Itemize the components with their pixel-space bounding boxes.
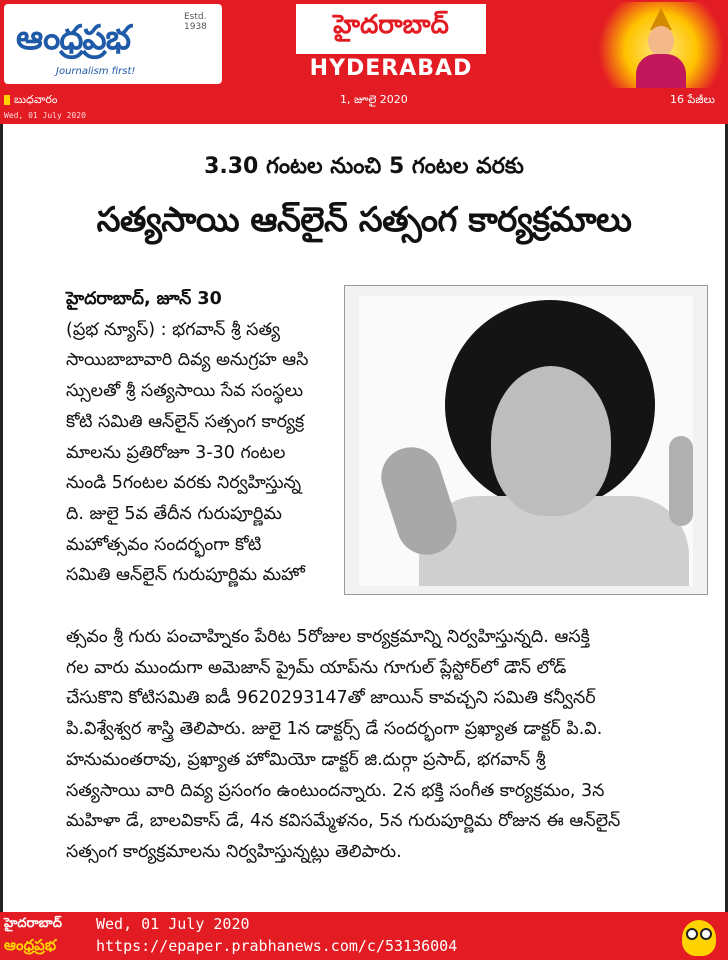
logo-text: ఆంధ్రప్రభ: [16, 18, 131, 58]
article-line: కోటి సమితి ఆన్‌లైన్ సత్సంగ కార్యక్ర: [66, 411, 305, 432]
article-line: పి.విశ్వేశ్వర శాస్త్రి తెలిపారు. జులై 1న డాక్టర్స్ డే సందర్భంగా ప్రఖ్యాత డాక్టర్ పి.వి.: [66, 719, 603, 740]
owl-icon: [682, 920, 716, 956]
article-line: చేసుకొని కోటిసమితి ఐడీ 9620293147తో జాయిన్ కావచ్చని సమితి కన్వీనర్: [66, 688, 596, 709]
article-line: స్సులతో శ్రీ సత్యసాయి సేవ సంస్థలు: [66, 381, 304, 402]
article-line: మాలను ప్రతిరోజూ 3-30 గంటల: [66, 442, 286, 463]
article-line: త్సవం శ్రీ గురు పంచాహ్నికం పేరిట 5రోజుల కార్యక్రమాన్ని నిర్వహిస్తున్నది. ఆసక్తి: [66, 627, 590, 647]
footer-logo[interactable]: [4, 916, 88, 956]
footer-date: Wed, 01 July 2020: [96, 915, 250, 933]
owl-eye-icon: [700, 928, 712, 940]
bullet-icon: [4, 95, 10, 105]
article-line: నుండి 5గంటల వరకు నిర్వహిస్తున్న: [66, 473, 302, 494]
dateline-day: బుధవారం: [14, 93, 58, 106]
footer-brand: ఆంధ్రప్రభ: [4, 936, 57, 954]
owl-eye-icon: [686, 928, 698, 940]
hand-shape: [669, 436, 693, 526]
footer-edition: హైదరాబాద్: [4, 916, 62, 931]
face-shape: [491, 366, 611, 516]
goddess-image: [598, 2, 724, 88]
dateline-date: 1, జూలై 2020: [340, 93, 408, 106]
masthead: [0, 0, 728, 90]
edition-english: HYDERABAD: [296, 54, 486, 84]
article-line: సత్సంగ కార్యక్రమాలను నిర్వహిస్తున్నట్లు తెలిపారు.: [66, 841, 402, 862]
article-line: సత్యసాయి వారి దివ్య ప్రసంగం ఉంటుందన్నారు. 2న భక్తి సంగీత కార్యక్రమం, 3న: [66, 780, 605, 801]
dateline-bar: [0, 90, 728, 110]
epaper-link[interactable]: https://epaper.prabhanews.com/c/53136004: [96, 937, 458, 955]
edition-label: [296, 4, 486, 84]
article-line: హనుమంతరావు, ప్రఖ్యాత హోమియో డాక్టర్ జి.దుర్గా ప్రసాద్, భగవాన్ శ్రీ: [66, 749, 546, 770]
article-body-full: [66, 622, 686, 868]
article-line: (ప్రభ న్యూస్) : భగవాన్ శ్రీ సత్య: [66, 319, 280, 340]
epaper-subbar: [0, 110, 728, 124]
subbar-date: Wed, 01 July 2020: [4, 111, 86, 120]
article-line: గల వారు ముందుగా అమెజాన్ ప్రైమ్ యాప్‌ను గూగుల్ ప్లేస్టోర్‌లో డౌన్ లోడ్: [66, 657, 567, 678]
article-line: మహోత్సవం సందర్భంగా కోటి: [66, 534, 262, 555]
face-shape: [648, 26, 674, 56]
dateline-pages: 16 పేజీలు: [670, 93, 715, 106]
article-line: సాయిబాబావారి దివ్య అనుగ్రహ ఆసి: [66, 350, 309, 371]
article-byline: హైదరాబాద్, జూన్ 30: [66, 289, 222, 309]
article-subheadline: 3.30 గంటల నుంచి 5 గంటల వరకు: [204, 154, 524, 179]
edition-telugu: హైదరాబాద్: [333, 10, 449, 40]
logo-tagline: Journalism first!: [56, 66, 136, 77]
article-line: ది. జులై 5వ తేదీన గురుపూర్ణిమ: [66, 503, 282, 524]
article-line: సమితి ఆన్‌లైన్ గురుపూర్ణిమ మహో: [66, 565, 305, 586]
footer-bar: [0, 912, 728, 960]
photo-portrait: [359, 296, 693, 586]
newspaper-logo[interactable]: [4, 4, 222, 84]
logo-established: Estd. 1938: [184, 12, 207, 32]
article-photo: [344, 285, 708, 595]
article-line: మహిళా డే, బాలవికాస్ డే, 4న కవిసమ్మేళనం, 5న గురుపూర్ణిమ రోజున ఈ ఆన్‌లైన్: [66, 811, 621, 832]
article-column: [66, 284, 338, 591]
article-headline: సత్యసాయి ఆన్‌లైన్ సత్సంగ కార్యక్రమాలు: [96, 200, 632, 240]
robe-shape: [636, 54, 686, 88]
